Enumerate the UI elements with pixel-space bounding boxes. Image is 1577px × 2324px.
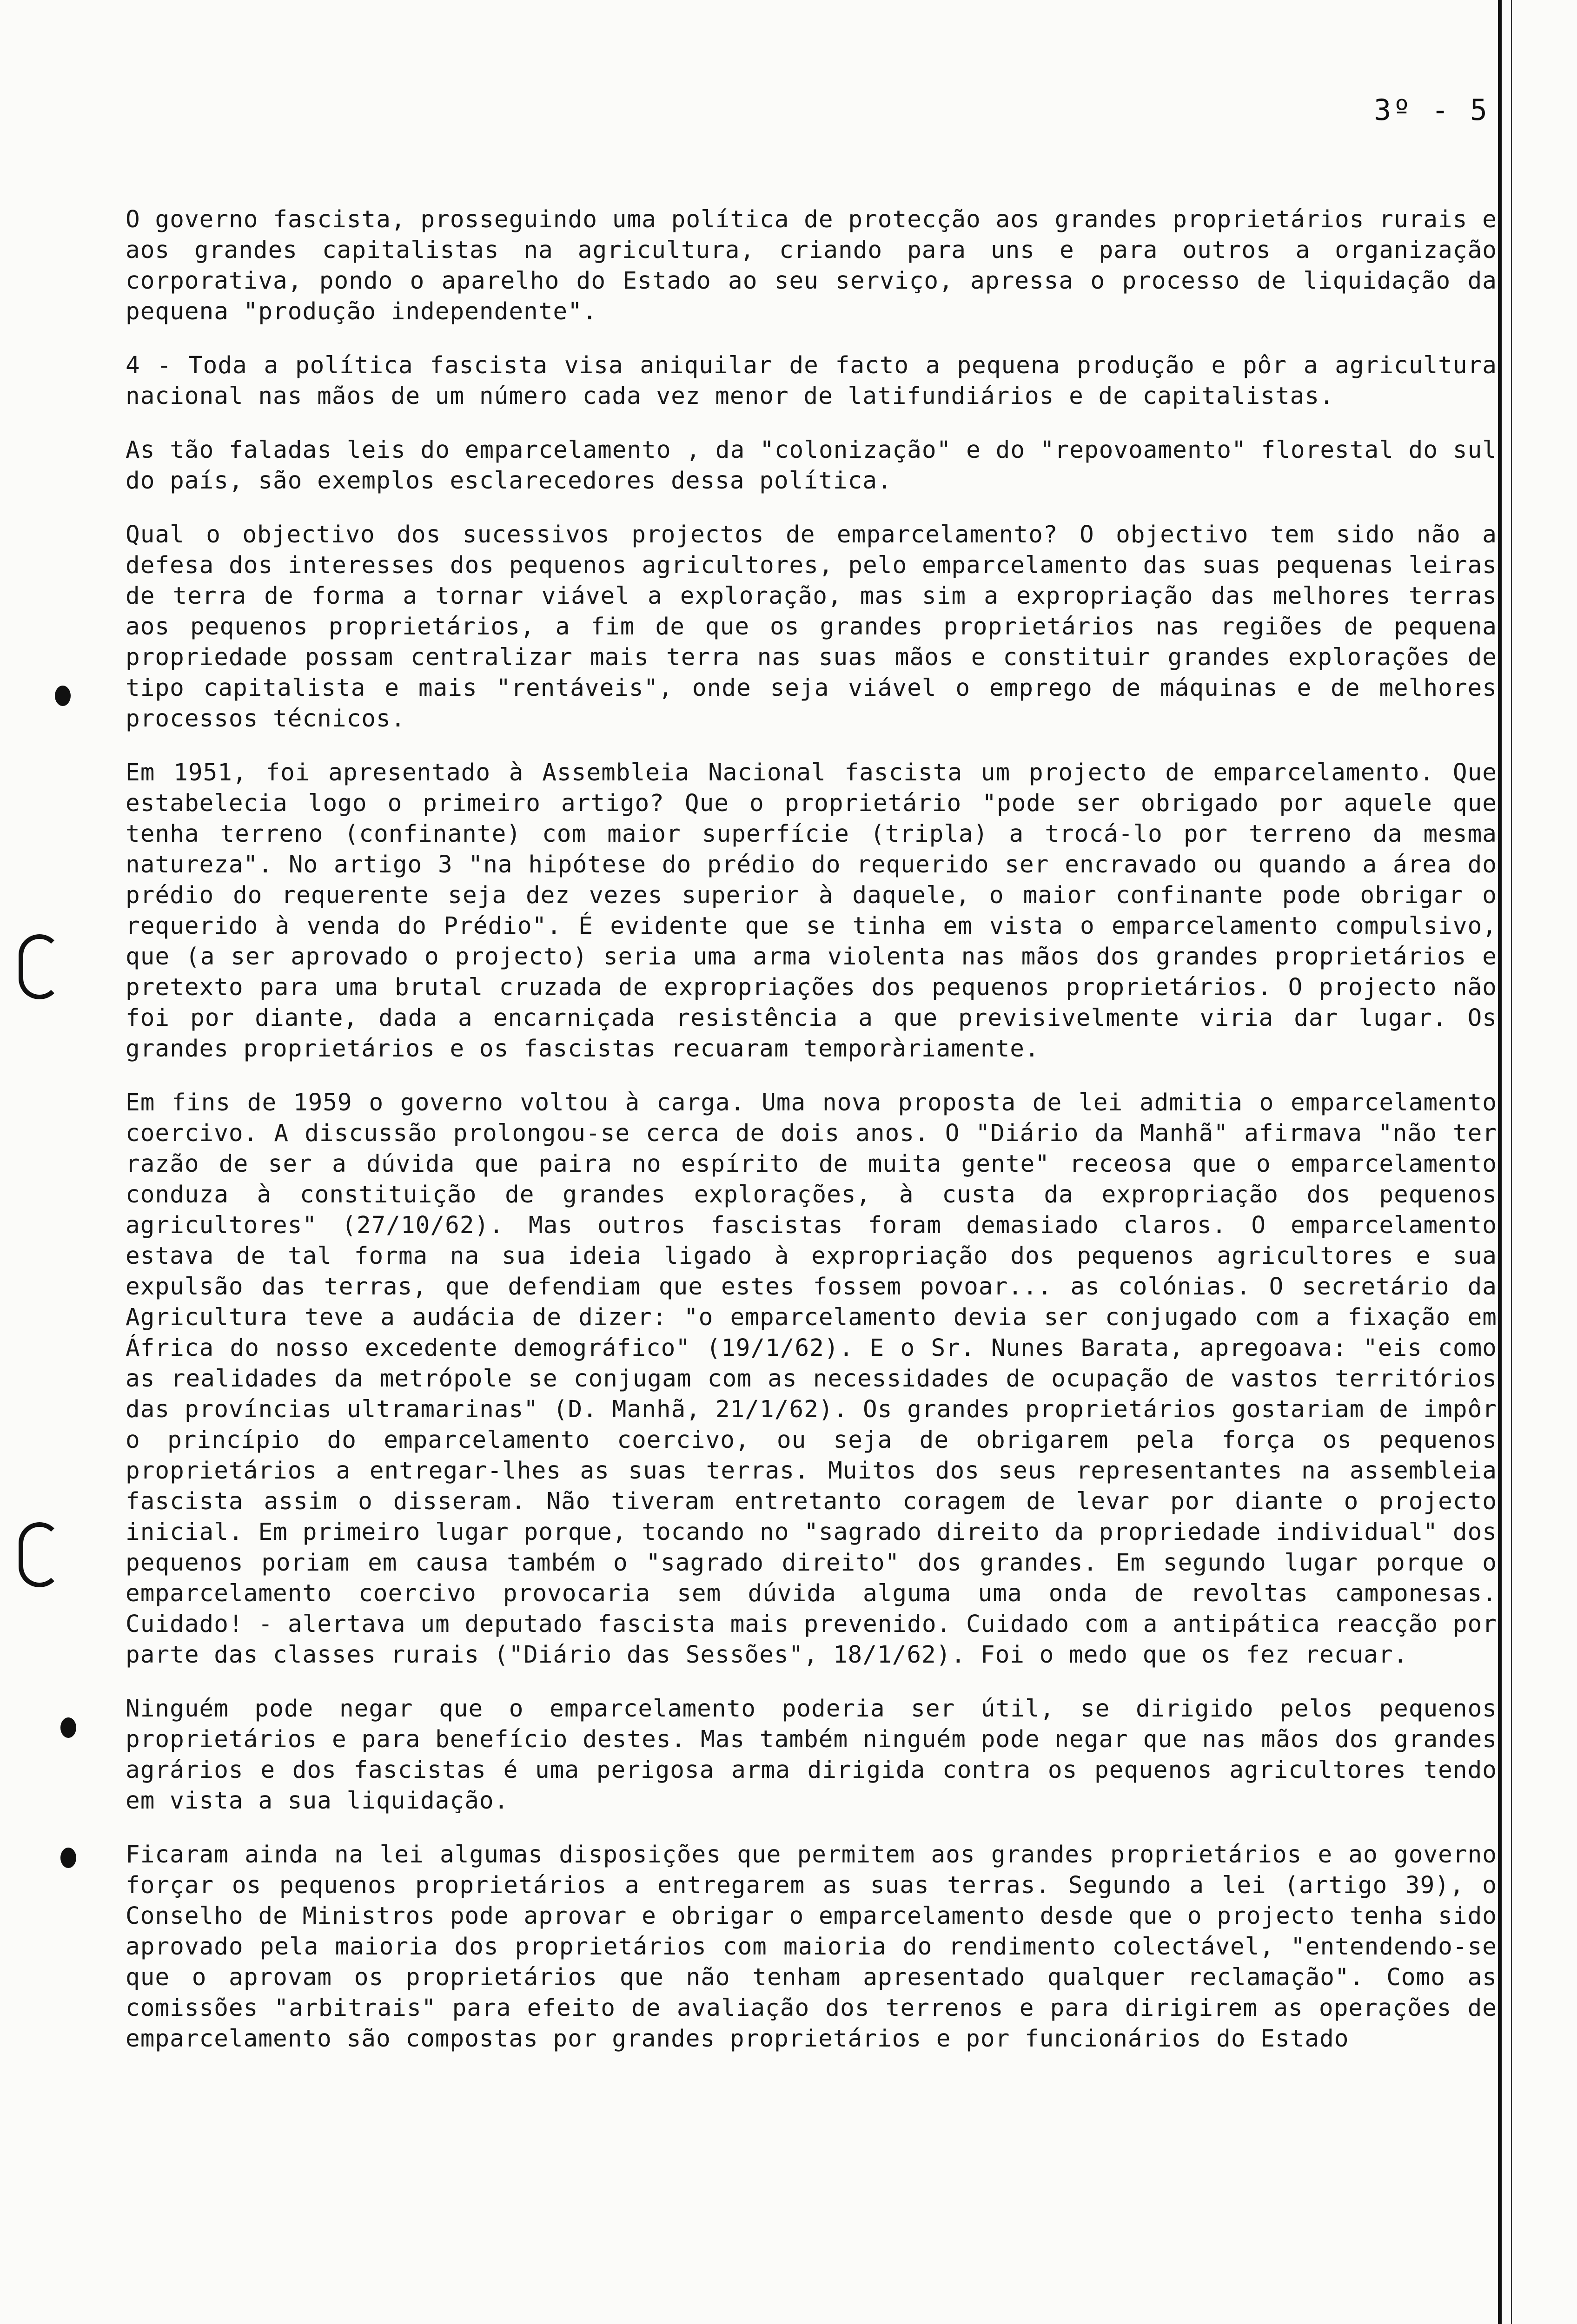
paragraph: O governo fascista, prosseguindo uma política de protecção aos grandes proprietários rurais e aos grandes capitalistas na agricultura, criando para uns e para outros a organização corporativa, pondo o aparelho do Estado ao seu serviço, apressa o processo de liquidação da pequena "produção independente". xyxy=(126,206,1497,325)
punch-hole-mark xyxy=(19,934,60,999)
paragraph: Em 1951, foi apresentado à Assembleia Nacional fascista um projecto de emparcelamento. Que estabelecia logo o primeiro artigo? Que o proprietário "pode ser obrigado por aquele que tenha terreno (confinante) com maior superfície (tripla) a trocá-lo por terreno da mesma natureza". No artigo 3 "na hipótese do prédio do requerido ser encravado ou quando a área do prédio do requerente seja dez vezes superior à daquele, o maior confinante pode obrigar o requerido à venda do Prédio". É evidente que se tinha em vista o emparcelamento compulsivo, que (a ser aprovado o projecto) seria uma arma violenta nas mãos dos grandes proprietários e pretexto para uma brutal cruzada de expropriações dos pequenos proprietários. O projecto não foi por diante, dada a encarniçada resistência a que previsivelmente viria dar lugar. Os grandes proprietários e os fascistas recuaram temporàriamente. xyxy=(126,759,1497,1063)
ink-dot-mark xyxy=(60,1848,76,1868)
paragraph: Ficaram ainda na lei algumas disposições que permitem aos grandes proprietários e ao governo forçar os pequenos proprietários a entregarem as suas terras. Segundo a lei (artigo 39), o Conselho de Ministros pode aprovar e obrigar o emparcelamento desde que o projecto tenha sido aprovado pela maioria dos proprietários com maioria do rendimento colectável, "entendendo-se que o aprovam os proprietários que não tenham apresentado qualquer reclamação". Como as comissões "arbitrais" para efeito de avaliação dos terrenos e para dirigirem as operações de emparcelamento são compostas por grandes proprietários e por funcionários do Estado xyxy=(126,1841,1497,2053)
page-number: 3º - 5 xyxy=(1374,93,1489,127)
right-margin-rule-thin xyxy=(1511,0,1512,2324)
paragraph: 4 - Toda a política fascista visa aniquilar de facto a pequena produção e pôr a agricultura nacional nas mãos de um número cada vez menor de latifundiários e de capitalistas. xyxy=(126,352,1497,410)
punch-hole-mark xyxy=(19,1522,60,1587)
body-text xyxy=(126,205,1497,2078)
right-margin-rule xyxy=(1498,0,1502,2324)
paragraph: Qual o objectivo dos sucessivos projectos de emparcelamento? O objectivo tem sido não a defesa dos interesses dos pequenos agricultores, pelo emparcelamento das suas pequenas leiras de terra de forma a tornar viável a exploração, mas sim a expropriação das melhores terras aos pequenos proprietários, a fim de que os grandes proprietários nas regiões de pequena propriedade possam centralizar mais terra nas suas mãos e constituir grandes explorações de tipo capitalista e mais "rentáveis", onde seja viável o emprego de máquinas e de melhores processos técnicos. xyxy=(126,521,1497,733)
paragraph: Ninguém pode negar que o emparcelamento poderia ser útil, se dirigido pelos pequenos proprietários e para benefício destes. Mas também ninguém pode negar que nas mãos dos grandes agrários e dos fascistas é uma perigosa arma dirigida contra os pequenos agricultores tendo em vista a sua liquidação. xyxy=(126,1695,1497,1815)
ink-dot-mark xyxy=(55,686,71,706)
ink-dot-mark xyxy=(60,1717,76,1738)
paragraph: Em fins de 1959 o governo voltou à carga. Uma nova proposta de lei admitia o emparcelamento coercivo. A discussão prolongou-se cerca de dois anos. O "Diário da Manhã" afirmava "não ter razão de ser a dúvida que paira no espírito de muita gente" receosa que o emparcelamento conduza à constituição de grandes explorações, à custa da expropriação dos pequenos agricultores" (27/10/62). Mas outros fascistas foram demasiado claros. O emparcelamento estava de tal forma na sua ideia ligado à expropriação dos pequenos agricultores e sua expulsão das terras, que defendiam que estes fossem povoar... as colónias. O secretário da Agricultura teve a audácia de dizer: "o emparcelamento devia ser conjugado com a fixação em África do nosso excedente demográfico" (19/1/62). E o Sr. Nunes Barata, apregoava: "eis como as realidades da metrópole se conjugam com as necessidades de ocupação de vastos territórios das províncias ultramarinas" (D. Manhã, 21/1/62). Os grandes proprietários gostariam de impôr o princípio do emparcelamento coercivo, ou seja de obrigarem pela força os pequenos proprietários a entregar-lhes as suas terras. Muitos dos seus representantes na assembleia fascista assim o disseram. Não tiveram entretanto coragem de levar por diante o projecto inicial. Em primeiro lugar porque, tocando no "sagrado direito da propriedade individual" dos pequenos poriam em causa também o "sagrado direito" dos grandes. Em segundo lugar porque o emparcelamento coercivo provocaria sem dúvida alguma uma onda de revoltas camponesas. Cuidado! - alertava um deputado fascista mais prevenido. Cuidado com a antipática reacção por parte das classes rurais ("Diário das Sessões", 18/1/62). Foi o medo que os fez recuar. xyxy=(126,1089,1497,1669)
paragraph: As tão faladas leis do emparcelamento , da "colonização" e do "repovoamento" florestal do sul do país, são exemplos esclarecedores dessa política. xyxy=(126,436,1497,495)
